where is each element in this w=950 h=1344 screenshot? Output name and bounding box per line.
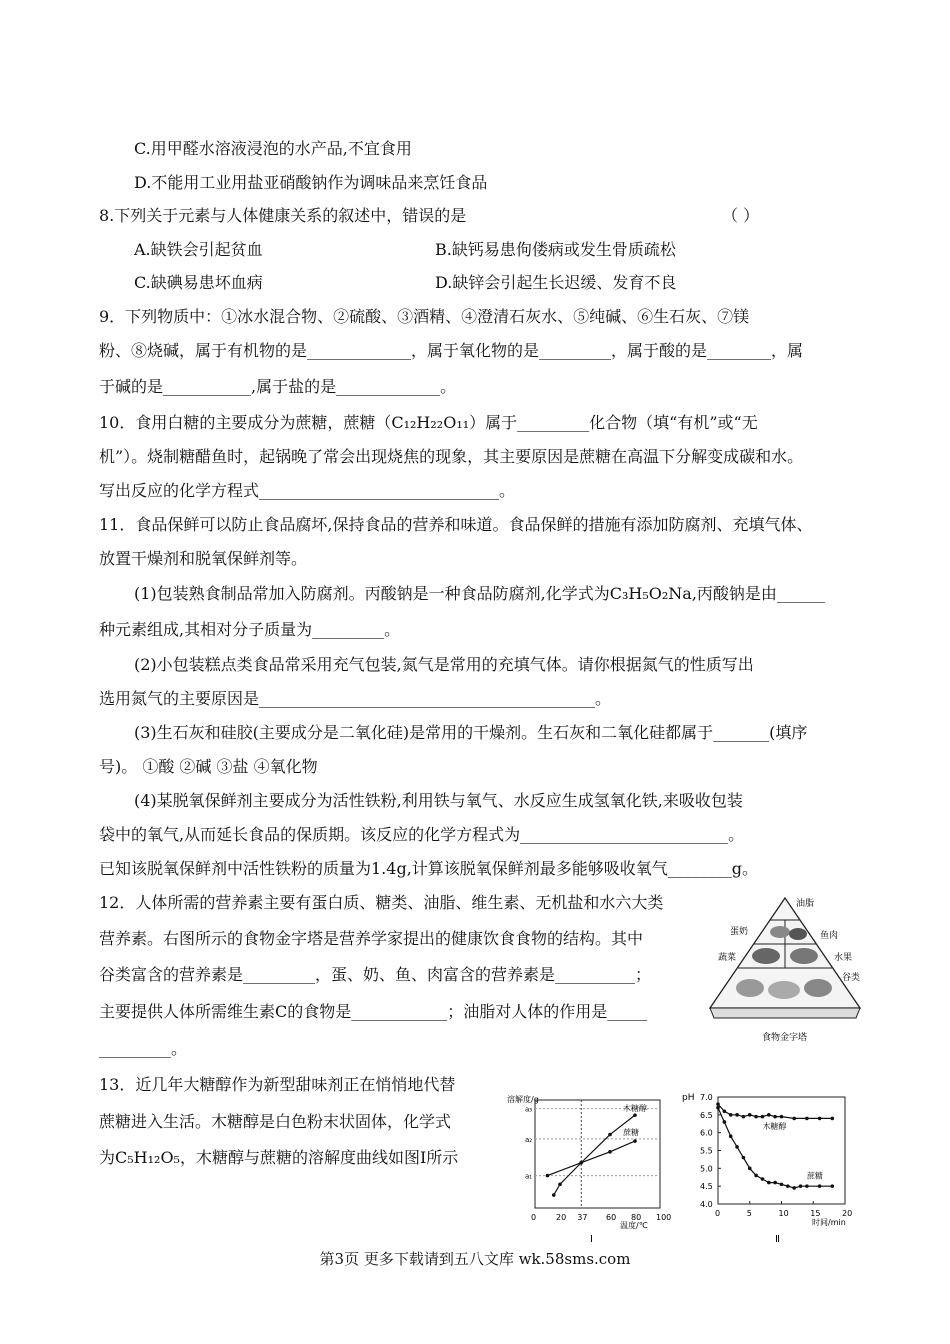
question-11-part3-line2: 号)。 ①酸 ②碱 ③盐 ④氧化物 <box>99 757 318 776</box>
option-8b: B.缺钙易患佝偻病或发生骨质疏松 <box>435 240 676 259</box>
chart1-xtick-label: 80 <box>631 1213 642 1222</box>
pyramid-label-oil: 油脂 <box>796 899 815 909</box>
chart2-xtick-label: 15 <box>810 1209 821 1218</box>
chart2-xtick-label: 0 <box>715 1209 721 1218</box>
option-8c-prev: C.用甲醛水溶液浸泡的水产品,不宜食用 <box>134 139 412 158</box>
question-12-line4: 主要提供人体所需维生素C的食物是____________；油脂对人体的作用是_____ <box>99 1002 648 1021</box>
pyramid-food-fruit <box>790 948 818 964</box>
chart1-xtick-label: 60 <box>606 1213 617 1222</box>
pyramid-caption: 食物金字塔 <box>762 1033 808 1043</box>
chart2-xtick-label: 20 <box>842 1209 853 1218</box>
question-8: 8.下列关于元素与人体健康关系的叙述中，错误的是 <box>99 206 467 225</box>
chart1-ytick-label: a₂ <box>525 1135 533 1144</box>
chart1-point <box>579 1161 583 1165</box>
ph-time-chart <box>680 1083 865 1245</box>
chart2-ytick-label: 5.5 <box>700 1146 713 1156</box>
food-pyramid-figure <box>700 890 870 1050</box>
question-10-line1: 10．食用白糖的主要成分为蔗糖，蔗糖（C₁₂H₂₂O₁₁）属于_________化合物（填“有机”或“无 <box>99 413 758 432</box>
chart1-ylabel: 溶解度/g <box>507 1095 539 1104</box>
chart2-point <box>818 1184 822 1188</box>
chart1-point <box>633 1113 637 1117</box>
chart2-point <box>761 1177 765 1181</box>
pyramid-food-grain <box>768 981 800 999</box>
question-13-line3: 为C₅H₁₂O₅，木糖醇与蔗糖的溶解度曲线如图Ⅰ所示 <box>99 1148 459 1167</box>
chart2-caption: Ⅱ <box>775 1234 780 1245</box>
question-11-part2-line2: 选用氮气的主要原因是__________________________________________。 <box>99 689 612 708</box>
answer-bracket: （ ） <box>722 206 760 225</box>
question-9-line1: 9．下列物质中：①冰水混合物、②硫酸、③酒精、④澄清石灰水、⑤纯碱、⑥生石灰、⑦镁 <box>99 307 750 326</box>
chart2-point <box>773 1181 777 1185</box>
chart2-point <box>742 1156 746 1160</box>
chart2-point <box>786 1184 790 1188</box>
chart1-point <box>608 1133 612 1137</box>
pyramid-base <box>710 1008 860 1018</box>
chart2-point <box>723 1120 727 1124</box>
chart2-point <box>748 1113 752 1117</box>
question-11-part3-line1: (3)生石灰和硅胶(主要成分是二氧化硅)是常用的干燥剂。生石灰和二氧化硅都属于_______(填序 <box>134 723 808 742</box>
chart2-series-label: 木糖醇 <box>762 1122 787 1132</box>
chart2-xtick-label: 5 <box>746 1209 752 1218</box>
chart1-xlabel: 温度/℃ <box>620 1221 648 1230</box>
chart2-ytick-label: 7.0 <box>700 1093 713 1102</box>
chart2-ylabel: pH <box>682 1093 695 1103</box>
chart1-xtick-label: 20 <box>556 1213 567 1222</box>
question-11-part4-line3: 已知该脱氧保鲜剂中活性铁粉的质量为1.4g,计算该脱氧保鲜剂最多能够吸收氧气________g。 <box>99 859 759 878</box>
pyramid-food-vegetable <box>752 948 780 964</box>
question-11-line2: 放置干燥剂和脱氧保鲜剂等。 <box>99 549 308 568</box>
chart2-ytick-label: 4.0 <box>700 1200 713 1209</box>
chart1-ytick-label: a₁ <box>525 1172 533 1181</box>
chart1-frame <box>535 1100 660 1208</box>
pyramid-label-grain: 谷类 <box>842 973 861 983</box>
question-11-part4-line1: (4)某脱氧保鲜剂主要成分为活性铁粉,利用铁与氧气、水反应生成氢氧化铁,来吸收包装 <box>134 791 743 810</box>
pyramid-food-grain <box>804 979 832 997</box>
question-11-part1-line2: 种元素组成,其相对分子质量为_________。 <box>99 620 401 639</box>
chart2-point <box>780 1183 784 1187</box>
pyramid-label-fruit: 水果 <box>834 953 853 963</box>
pyramid-food-egg-milk <box>770 926 790 938</box>
chart1-series-line <box>548 1141 636 1176</box>
question-11-part4-line2: 袋中的氧气,从而延长食品的保质期。该反应的化学方程式为__________________________。 <box>99 825 745 844</box>
chart2-point <box>805 1184 809 1188</box>
pyramid-food-fish-meat <box>789 928 807 940</box>
chart1-point <box>552 1193 556 1197</box>
question-11-part1-line1: (1)包装熟食制品常加入防腐剂。丙酸钠是一种食品防腐剂,化学式为C₃H₅O₂Na,丙酸钠是由______ <box>134 584 825 603</box>
chart2-point <box>761 1115 765 1119</box>
chart2-point <box>831 1117 835 1121</box>
chart1-xtick-label: 0 <box>531 1213 537 1222</box>
question-12-line2: 营养素。右图所示的食物金字塔是营养学家提出的健康饮食食物的结构。其中 <box>99 929 644 948</box>
question-12-line1: 12．人体所需的营养素主要有蛋白质、糖类、油脂、维生素、无机盐和水六大类 <box>99 893 664 912</box>
question-13-line2: 蔗糖进入生活。木糖醇是白色粉末状固体，化学式 <box>99 1112 452 1131</box>
chart2-point <box>716 1102 720 1106</box>
solubility-chart <box>505 1090 680 1245</box>
chart1-series-label: 木糖醇 <box>623 1104 647 1114</box>
chart1-point <box>608 1150 612 1154</box>
chart1-caption: Ⅰ <box>590 1234 593 1245</box>
pyramid-food-grain <box>736 979 764 997</box>
question-13-line1: 13．近几年大糖醇作为新型甜味剂正在悄悄地代替 <box>99 1075 456 1094</box>
pyramid-label-vegetable: 蔬菜 <box>718 953 737 963</box>
chart2-series-label: 蔗糖 <box>806 1171 823 1181</box>
chart2-ytick-label: 6.5 <box>700 1110 713 1120</box>
question-12-line5: _________。 <box>99 1039 188 1058</box>
chart2-ytick-label: 6.0 <box>700 1128 713 1138</box>
chart2-point <box>773 1115 777 1119</box>
chart2-ytick-label: 5.0 <box>700 1164 713 1174</box>
chart2-point <box>735 1145 739 1149</box>
chart2-point <box>831 1184 835 1188</box>
chart1-point <box>558 1182 562 1186</box>
chart2-point <box>799 1184 803 1188</box>
option-8a: A.缺铁会引起贫血 <box>134 240 263 259</box>
chart1-series-label: 蔗糖 <box>623 1128 639 1138</box>
chart2-point <box>729 1113 733 1117</box>
chart2-point <box>780 1115 784 1119</box>
question-11-line1: 11．食品保鲜可以防止食品腐坏,保持食品的营养和味道。食品保鲜的措施有添加防腐剂、充填气体、 <box>99 515 813 534</box>
chart1-ytick-label: a₃ <box>525 1105 533 1114</box>
chart1-point <box>546 1174 550 1178</box>
chart2-xlabel: 时间/min <box>812 1218 846 1227</box>
question-10-line3: 写出反应的化学方程式______________________________。 <box>99 481 516 500</box>
page-footer: 第3页 更多下载请到五八文库 wk.58sms.com <box>319 1250 631 1268</box>
question-9-line3: 于碱的是___________,属于盐的是_____________。 <box>99 377 457 396</box>
chart2-point <box>723 1109 727 1113</box>
chart2-point <box>792 1117 796 1121</box>
chart2-point <box>735 1113 739 1117</box>
pyramid-label-egg-milk: 蛋奶 <box>730 927 749 937</box>
chart2-point <box>748 1167 752 1171</box>
chart2-point <box>754 1174 758 1178</box>
chart2-point <box>818 1117 822 1121</box>
chart2-point <box>767 1113 771 1117</box>
chart2-point <box>742 1115 746 1119</box>
question-9-line2: 粉、⑧烧碱，属于有机物的是_____________，属于氧化物的是_________，属于酸的是________，属 <box>99 341 804 360</box>
chart2-point <box>767 1181 771 1185</box>
chart1-xtick-label: 100 <box>656 1213 672 1222</box>
chart2-point <box>792 1186 796 1190</box>
question-12-line3: 谷类富含的营养素是_________，蛋、奶、鱼、肉富含的营养素是__________； <box>99 965 652 984</box>
option-8d-prev: D.不能用工业用盐亚硝酸钠作为调味品来烹饪食品 <box>134 173 488 192</box>
chart1-point <box>633 1139 637 1143</box>
chart1-xtick-label: 37 <box>577 1213 588 1222</box>
option-8c: C.缺碘易患坏血病 <box>134 273 263 292</box>
chart2-xtick-label: 10 <box>778 1209 789 1218</box>
chart2-point <box>729 1134 733 1138</box>
question-10-line2: 机”）。烧制糖醋鱼时，起锅晚了常会出现烧焦的现象，其主要原因是蔗糖在高温下分解变成碳和水。 <box>99 447 804 466</box>
pyramid-label-fish-meat: 鱼肉 <box>820 931 839 941</box>
chart2-point <box>754 1115 758 1119</box>
chart2-point <box>805 1117 809 1121</box>
option-8d: D.缺锌会引起生长迟缓、发育不良 <box>435 273 677 292</box>
question-11-part2-line1: (2)小包装糕点类食品常采用充气包装,氮气是常用的充填气体。请你根据氮气的性质写出 <box>134 655 754 674</box>
chart2-ytick-label: 4.5 <box>700 1182 713 1192</box>
chart2-point <box>716 1106 720 1110</box>
